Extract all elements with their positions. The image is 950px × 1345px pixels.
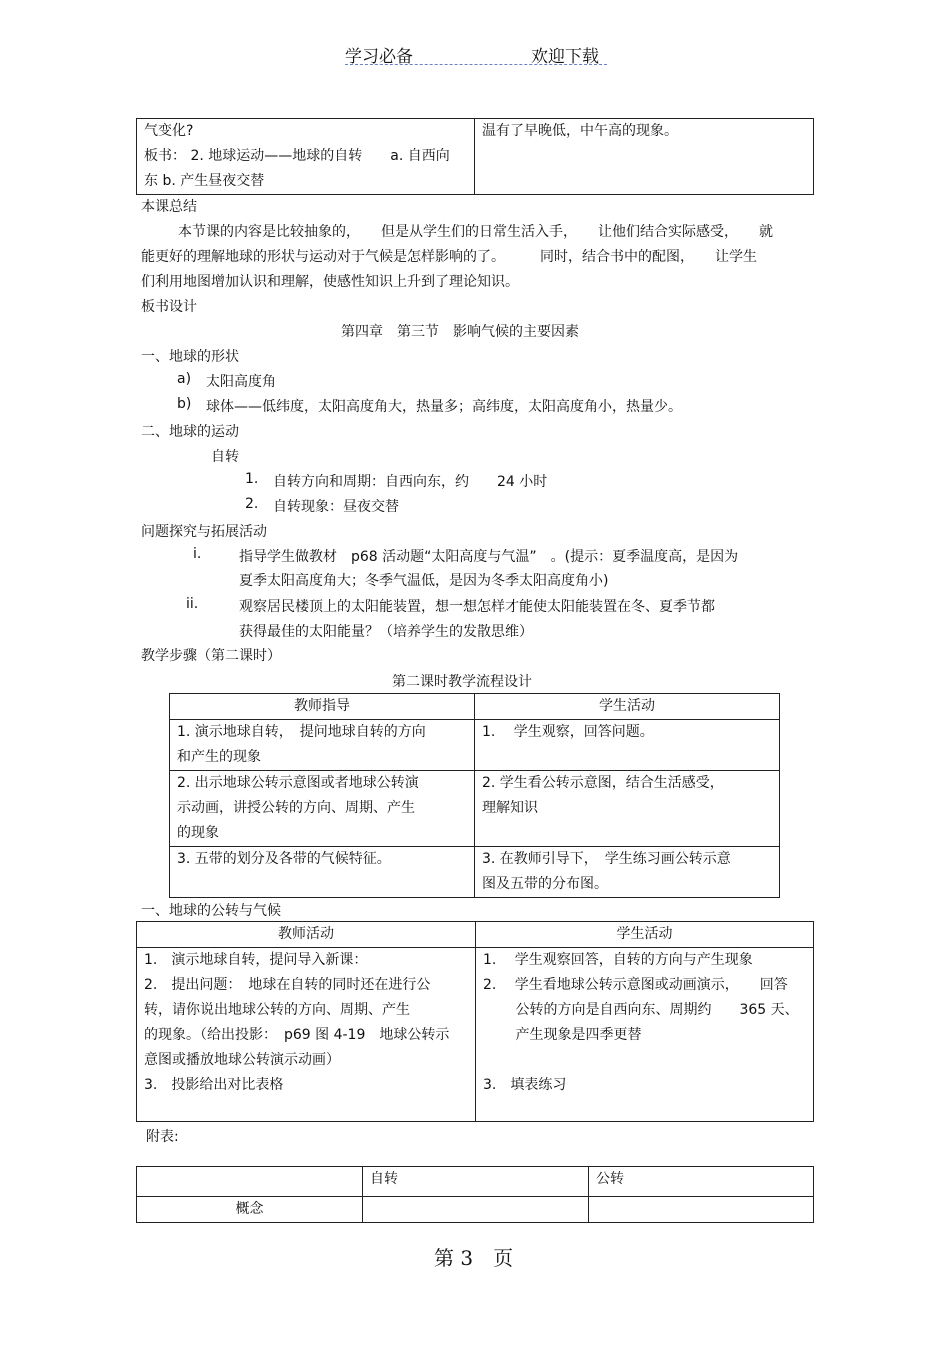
appendix-header: 公转 — [589, 1167, 814, 1197]
revolution-table — [136, 921, 814, 1122]
flow-cell — [170, 771, 475, 847]
explore-ii-line: 观察居民楼顶上的太阳能装置，想一想怎样才能使太阳能装置在冬、夏季节都 — [239, 599, 715, 615]
revolution-line — [483, 1048, 813, 1073]
appendix-table — [136, 1166, 814, 1223]
revolution-line: 3. 投影给出对比表格 — [144, 1077, 284, 1093]
flow-line: 3. 在教师引导下， 学生练习画公转示意 — [482, 851, 731, 867]
top-table-right — [475, 119, 814, 195]
flow-line: 示动画，讲授公转的方向、周期、产生 — [177, 800, 415, 816]
explore-heading: 问题探究与拓展活动 — [141, 524, 267, 540]
appendix-header: 自转 — [363, 1167, 589, 1197]
table-row — [170, 771, 780, 847]
appendix-cell — [363, 1197, 589, 1223]
revolution-line: 的现象。（给出投影： p69 图 4-19 地球公转示 — [144, 1027, 450, 1043]
revolution-line: 意图或播放地球公转演示动画） — [144, 1052, 340, 1068]
top-left-line: 东 b. 产生昼夜交替 — [144, 173, 265, 189]
summary-line: 能更好的理解地球的形状与运动对于气候是怎样影响的了。 同时，结合书中的配图， 让学生 — [141, 249, 757, 265]
appendix-header — [137, 1167, 363, 1197]
top-table — [136, 118, 814, 195]
board-sec2-1: 自转方向和周期：自西向东，约 24 小时 — [273, 474, 548, 490]
revolution-line: 公转的方向是自西向东、周期约 365 天、 — [483, 1002, 799, 1018]
revolution-line: 3. 填表练习 — [483, 1077, 567, 1093]
board-sec1-b-marker: b) — [177, 396, 192, 412]
board-sec2-1-marker: 1. — [245, 471, 259, 487]
board-sec2: 二、地球的运动 — [141, 424, 239, 440]
page-number: 第 3 页 — [434, 1246, 514, 1270]
flow-header: 教师指导 — [170, 694, 475, 720]
flow-line: 1. 学生观察，回答问题。 — [482, 724, 654, 740]
table-row — [170, 847, 780, 898]
flow-cell — [170, 720, 475, 771]
board-title: 第四章 第三节 影响气候的主要因素 — [341, 324, 579, 340]
flow-cell — [475, 771, 780, 847]
board-sec1: 一、地球的形状 — [141, 349, 239, 365]
table-row — [137, 948, 814, 1122]
top-left-line: 气变化? — [144, 123, 194, 139]
flow-cell — [475, 847, 780, 898]
explore-i-line: 指导学生做教材 p68 活动题“太阳高度与气温” 。(提示：夏季温度高，是因为 — [239, 549, 739, 565]
explore-ii-line: 获得最佳的太阳能量？（培养学生的发散思维） — [239, 624, 533, 640]
steps-heading: 教学步骤（第二课时） — [141, 648, 281, 664]
board-sec1-b: 球体——低纬度，太阳高度角大，热量多；高纬度，太阳高度角小，热量少。 — [206, 399, 682, 415]
header-right: 欢迎下载 — [531, 47, 599, 67]
top-left-line: 板书： 2. 地球运动——地球的自转 a. 自西向 — [144, 148, 450, 164]
revolution-right-cell — [476, 948, 814, 1122]
revolution-line: 1. 演示地球自转，提问导入新课： — [144, 952, 368, 968]
flow-line: 2. 学生看公转示意图，结合生活感受， — [482, 775, 724, 791]
flow-cell — [170, 847, 475, 898]
top-table-left — [137, 119, 475, 195]
revolution-line: 转，请你说出地球公转的方向、周期、产生 — [144, 1002, 410, 1018]
appendix-row-label: 概念 — [137, 1197, 363, 1223]
flow-line: 的现象 — [177, 825, 219, 841]
revolution-left-cell — [137, 948, 476, 1122]
steps-title: 第二课时教学流程设计 — [392, 674, 532, 690]
flow-line: 理解知识 — [482, 800, 538, 816]
summary-line: 本节课的内容是比较抽象的， 但是从学生们的日常生活入手， 让他们结合实际感受， 就 — [178, 224, 773, 240]
revolution-line: 1. 学生观察回答，自转的方向与产生现象 — [483, 952, 753, 968]
revolution-line: 2. 提出问题： 地球在自转的同时还在进行公 — [144, 977, 431, 993]
revolution-heading: 一、地球的公转与气候 — [141, 903, 281, 919]
appendix-heading: 附表: — [146, 1129, 179, 1145]
board-sec2-sub: 自转 — [211, 449, 239, 465]
revolution-line: 产生现象是四季更替 — [483, 1027, 642, 1043]
flow-table — [169, 693, 780, 898]
board-sec2-2-marker: 2. — [245, 496, 259, 512]
flow-cell — [475, 720, 780, 771]
header-divider — [345, 64, 607, 65]
board-sec2-2: 自转现象：昼夜交替 — [273, 499, 399, 515]
table-row — [137, 1197, 814, 1223]
flow-line: 3. 五带的划分及各带的气候特征。 — [177, 851, 391, 867]
appendix-cell — [589, 1197, 814, 1223]
board-sec1-a-marker: a) — [177, 371, 192, 387]
summary-line: 们利用地图增加认识和理解，使感性知识上升到了理论知识。 — [141, 274, 519, 290]
flow-line: 2. 出示地球公转示意图或者地球公转演 — [177, 775, 419, 791]
board-heading: 板书设计 — [141, 299, 197, 315]
flow-line: 1. 演示地球自转， 提问地球自转的方向 — [177, 724, 426, 740]
top-right-line: 温有了早晚低，中午高的现象。 — [482, 123, 678, 139]
explore-i-marker: i. — [193, 546, 202, 562]
flow-header: 学生活动 — [475, 694, 780, 720]
explore-i-line: 夏季太阳高度角大；冬季气温低，是因为冬季太阳高度角小) — [239, 573, 609, 589]
summary-heading: 本课总结 — [141, 199, 197, 215]
header-left: 学习必备 — [345, 47, 413, 67]
flow-line: 图及五带的分布图。 — [482, 876, 608, 892]
flow-line: 和产生的现象 — [177, 749, 261, 765]
revolution-header: 学生活动 — [476, 922, 814, 948]
table-row — [170, 720, 780, 771]
revolution-header: 教师活动 — [137, 922, 476, 948]
board-sec1-a: 太阳高度角 — [206, 374, 276, 390]
revolution-line: 2. 学生看地球公转示意图或动画演示， 回答 — [483, 977, 788, 993]
explore-ii-marker: ii. — [186, 596, 199, 612]
